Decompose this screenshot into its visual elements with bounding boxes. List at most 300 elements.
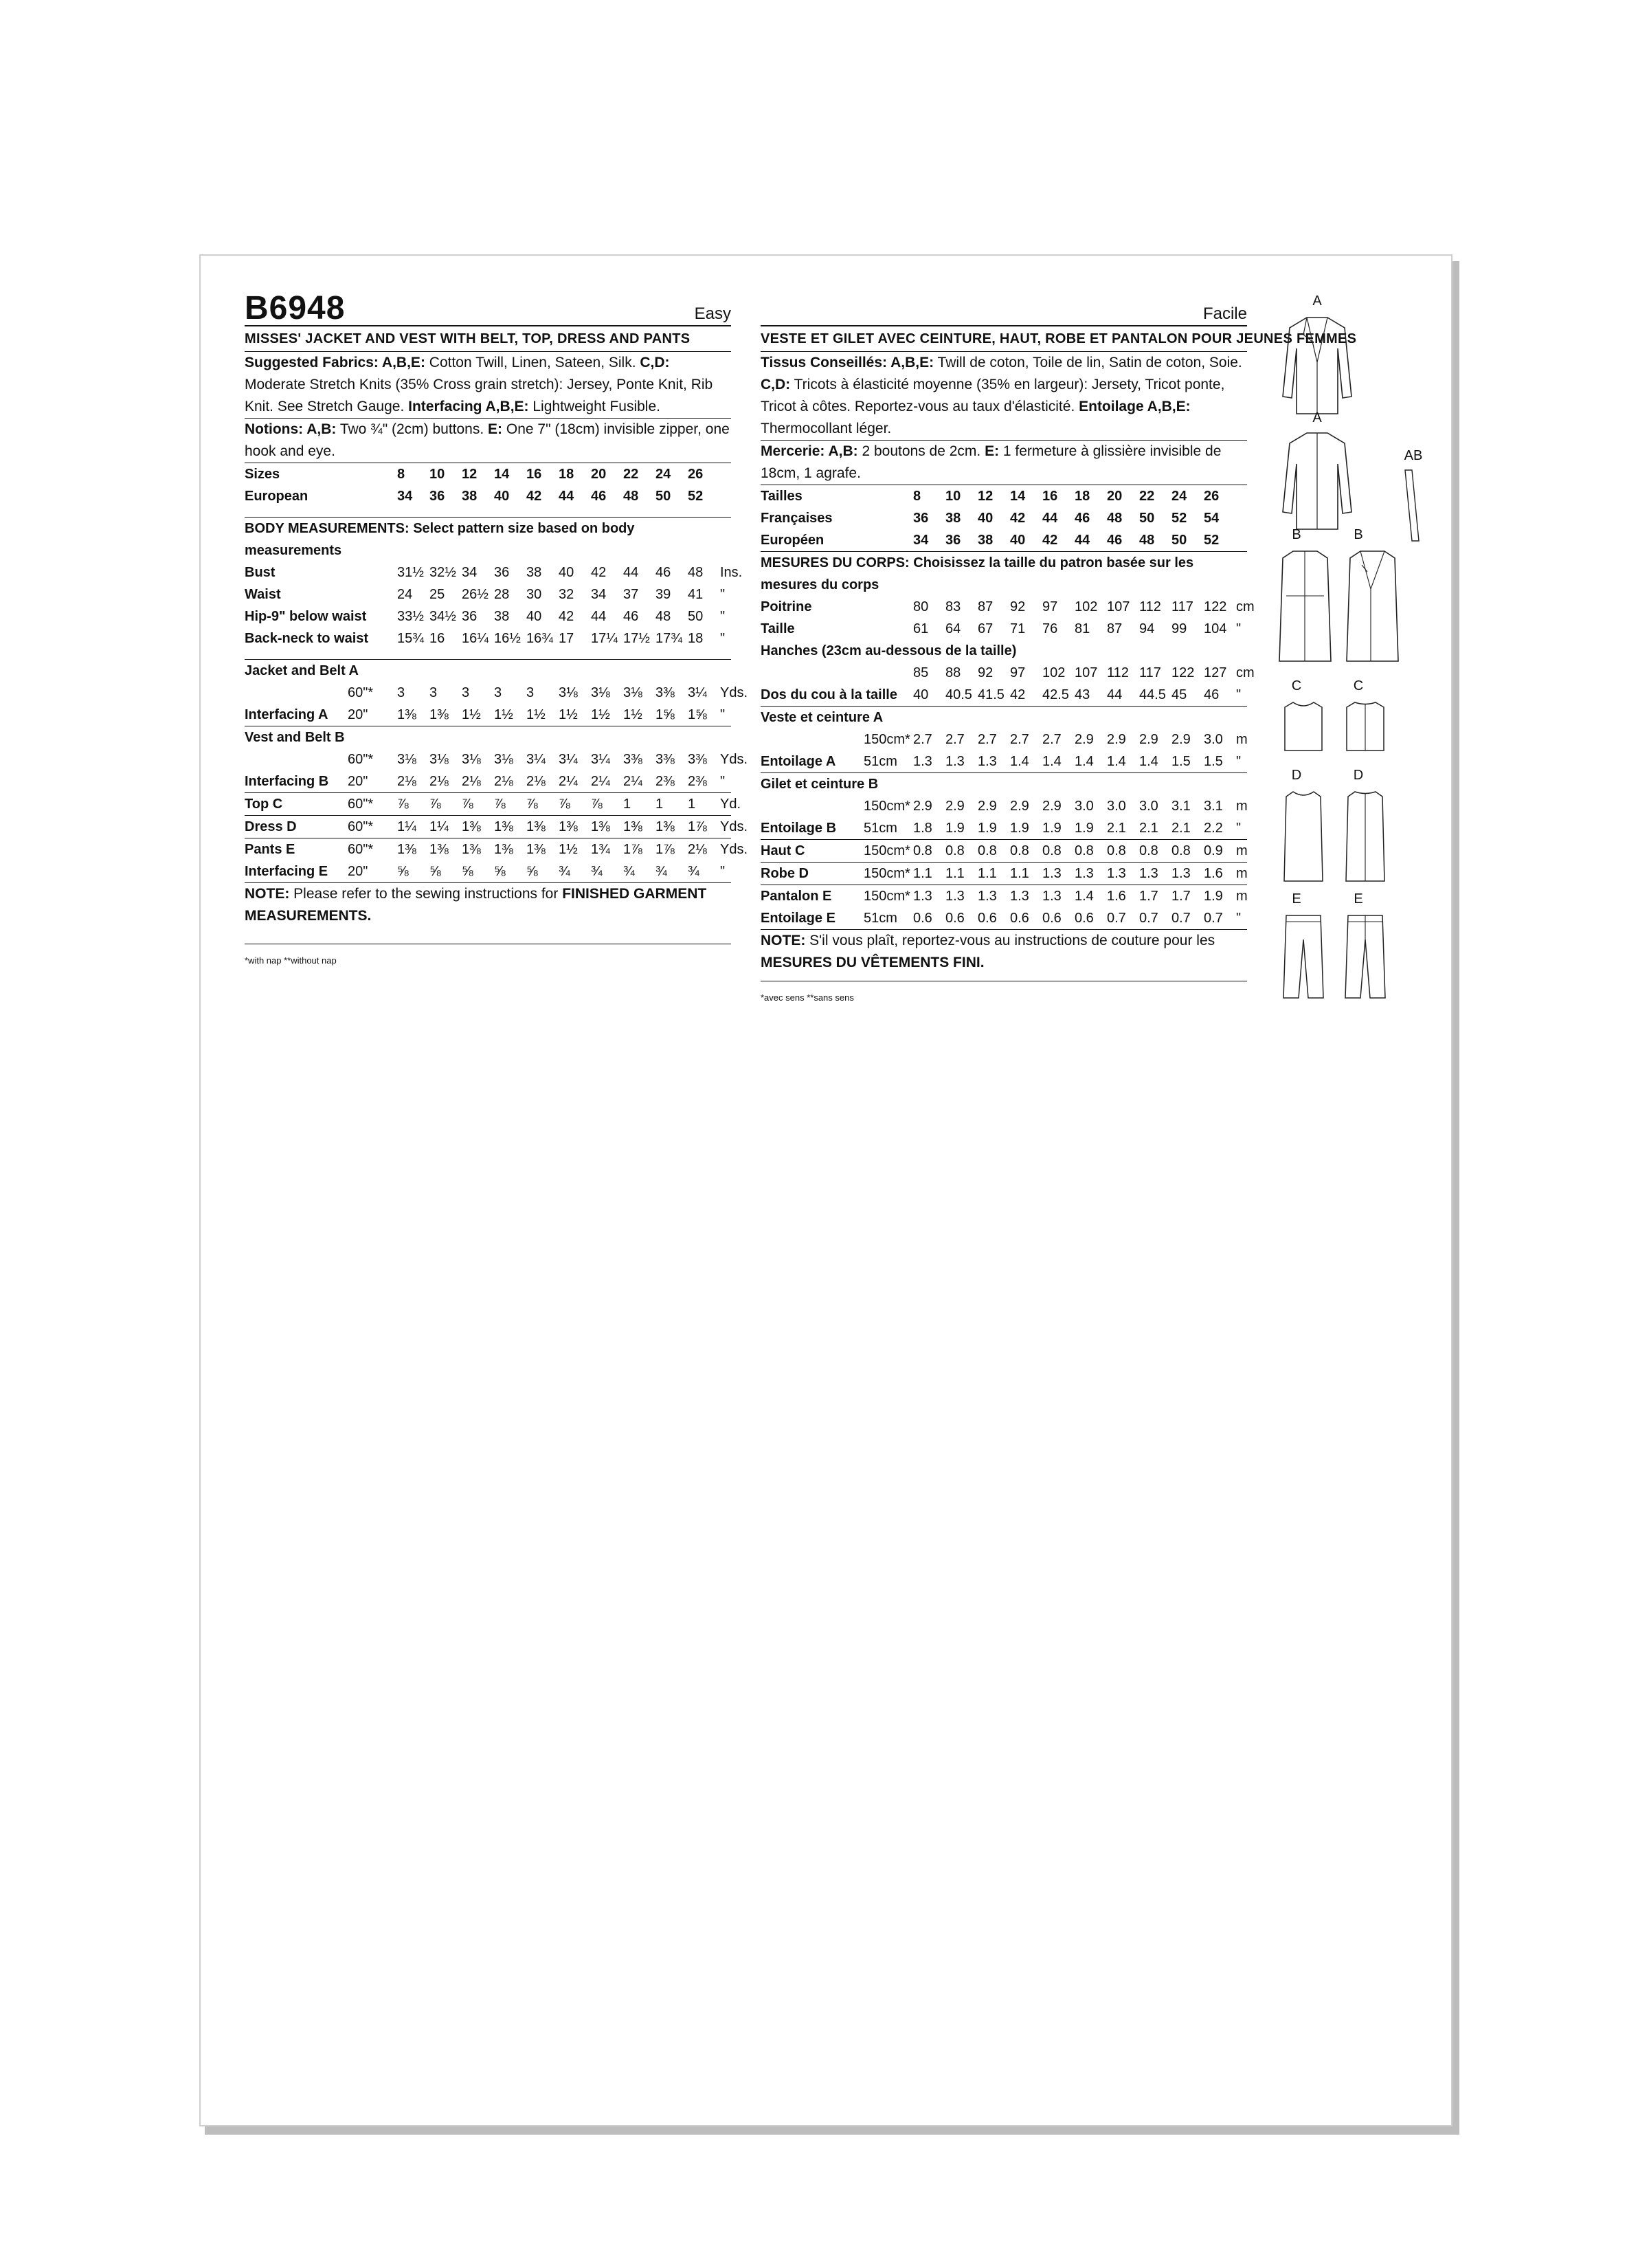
table-cell: 1.1 bbox=[913, 866, 932, 881]
table-cell: 34 bbox=[913, 533, 929, 548]
table-row bbox=[245, 748, 753, 770]
table-cell: 71 bbox=[1010, 621, 1026, 636]
table-cell: 3⅜ bbox=[655, 752, 675, 767]
table-cell: 16 bbox=[526, 467, 542, 482]
body-measurements-table bbox=[245, 562, 753, 649]
table-cell: 3⅜ bbox=[623, 752, 642, 767]
table-cell: ⅞ bbox=[397, 797, 409, 812]
yardage-table bbox=[245, 793, 753, 815]
table-cell: ⅝ bbox=[494, 864, 506, 879]
table-row bbox=[761, 596, 1269, 618]
table-cell: 1.4 bbox=[1139, 754, 1158, 769]
table-cell: 44 bbox=[1107, 687, 1123, 702]
table-cell: 122 bbox=[1171, 665, 1195, 680]
belt-icon bbox=[1402, 469, 1422, 544]
table-cell: " bbox=[720, 864, 726, 879]
yardage-table bbox=[761, 795, 1269, 839]
table-cell: 1.6 bbox=[1204, 866, 1223, 881]
table-cell: 16¾ bbox=[526, 631, 553, 646]
table-cell bbox=[864, 507, 913, 529]
table-cell: 42 bbox=[591, 565, 607, 580]
table-cell: 1.4 bbox=[1075, 889, 1094, 904]
table-cell: 18 bbox=[688, 631, 704, 646]
table-cell bbox=[1236, 529, 1269, 551]
table-cell: 38 bbox=[978, 533, 994, 548]
table-cell: 1⅝ bbox=[688, 707, 707, 722]
table-cell: 87 bbox=[978, 599, 994, 614]
table-row bbox=[245, 485, 753, 507]
table-cell: 1.3 bbox=[913, 889, 932, 904]
table-cell: 1½ bbox=[591, 707, 610, 722]
table-cell: " bbox=[1236, 754, 1242, 769]
table-cell: 1½ bbox=[559, 842, 578, 857]
table-cell: 1.4 bbox=[1042, 754, 1062, 769]
table-cell: " bbox=[720, 587, 726, 602]
table-cell: 2⅛ bbox=[462, 774, 481, 789]
row-label: Sizes bbox=[245, 467, 280, 482]
table-cell: 0.8 bbox=[1010, 843, 1029, 858]
table-cell: 60"* bbox=[348, 819, 374, 834]
footnote-fr: *avec sens **sans sens bbox=[761, 992, 854, 1003]
table-cell: 1⅞ bbox=[623, 842, 642, 857]
table-cell: 0.7 bbox=[1204, 911, 1223, 926]
table-cell: 1⅜ bbox=[526, 819, 546, 834]
table-cell: 1.9 bbox=[1042, 821, 1062, 836]
table-cell: 127 bbox=[1204, 665, 1227, 680]
body-measurements-table-fr bbox=[761, 596, 1269, 640]
table-cell: 16 bbox=[1042, 489, 1058, 504]
table-cell: 1⅜ bbox=[655, 819, 675, 834]
table-cell: 18 bbox=[1075, 489, 1090, 504]
table-cell: 3¼ bbox=[591, 752, 610, 767]
table-cell: 1½ bbox=[559, 707, 578, 722]
figure-label: D bbox=[1353, 768, 1364, 783]
pattern-title-fr: VESTE ET GILET AVEC CEINTURE, HAUT, ROBE ET PANTALON POUR JEUNES FEMMES bbox=[761, 331, 1357, 346]
table-cell: 17¼ bbox=[591, 631, 618, 646]
note-fr: NOTE: S'il vous plaît, reportez-vous au instructions de couture pour les MESURES DU VÊTEMENTS FINI. bbox=[761, 933, 1215, 970]
table-cell: Yds. bbox=[720, 685, 748, 700]
table-cell: 150cm* bbox=[864, 843, 910, 858]
table-row bbox=[245, 704, 753, 726]
table-cell: 40 bbox=[494, 489, 510, 504]
table-cell: 1.1 bbox=[1010, 866, 1029, 881]
table-cell: 34 bbox=[591, 587, 607, 602]
table-cell: 42 bbox=[559, 609, 574, 624]
table-cell: 3⅛ bbox=[397, 752, 416, 767]
table-cell: 36 bbox=[429, 489, 445, 504]
table-cell: m bbox=[1236, 799, 1248, 814]
table-cell: 3⅜ bbox=[688, 752, 707, 767]
table-cell: 41.5 bbox=[978, 687, 1005, 702]
table-cell: 8 bbox=[913, 489, 921, 504]
table-cell: 2.1 bbox=[1139, 821, 1158, 836]
table-cell: ¾ bbox=[591, 864, 603, 879]
table-cell: 2.9 bbox=[1010, 799, 1029, 814]
table-cell: m bbox=[1236, 732, 1248, 747]
table-cell: 1.3 bbox=[978, 754, 997, 769]
table-cell: ⅞ bbox=[429, 797, 441, 812]
table-cell: 0.6 bbox=[913, 911, 932, 926]
table-cell: 24 bbox=[397, 587, 413, 602]
table-cell: 1½ bbox=[623, 707, 642, 722]
table-cell: 117 bbox=[1139, 665, 1161, 680]
table-cell: 1⅜ bbox=[462, 842, 481, 857]
table-cell: 2¼ bbox=[559, 774, 578, 789]
table-cell: 46 bbox=[1075, 511, 1090, 526]
table-cell: 0.8 bbox=[1171, 843, 1191, 858]
table-cell: 48 bbox=[688, 565, 704, 580]
table-cell: 20" bbox=[348, 707, 368, 722]
table-cell: 38 bbox=[462, 489, 478, 504]
table-cell: 32 bbox=[559, 587, 574, 602]
table-cell: 1⅜ bbox=[397, 842, 416, 857]
table-row bbox=[761, 795, 1269, 817]
table-cell: 0.6 bbox=[1042, 911, 1062, 926]
table-cell: 1.1 bbox=[945, 866, 965, 881]
table-cell: 1.3 bbox=[1042, 866, 1062, 881]
table-cell: 76 bbox=[1042, 621, 1058, 636]
table-cell: 22 bbox=[1139, 489, 1155, 504]
row-label: Entoilage B bbox=[761, 821, 837, 836]
notions: Notions: A,B: Two ¾" (2cm) buttons. E: One 7" (18cm) invisible zipper, one hook and eye. bbox=[245, 421, 730, 459]
table-cell: 1⅜ bbox=[526, 842, 546, 857]
table-cell: 50 bbox=[655, 489, 671, 504]
row-label: Européen bbox=[761, 533, 824, 548]
table-cell: 44 bbox=[1075, 533, 1090, 548]
table-cell: 92 bbox=[1010, 599, 1026, 614]
body-measurements-title: BODY MEASUREMENTS: Select pattern size based on body measurements bbox=[245, 521, 635, 558]
row-label: Back-neck to waist bbox=[245, 631, 369, 646]
row-label bbox=[761, 662, 864, 684]
table-row bbox=[761, 507, 1269, 529]
table-cell: 2⅛ bbox=[494, 774, 513, 789]
table-cell: 1⅜ bbox=[462, 819, 481, 834]
table-cell: 14 bbox=[494, 467, 510, 482]
table-cell: 3⅛ bbox=[591, 685, 610, 700]
table-cell: Yds. bbox=[720, 819, 748, 834]
table-cell: 2⅛ bbox=[688, 842, 707, 857]
table-cell bbox=[864, 662, 913, 684]
table-cell: 52 bbox=[1171, 511, 1187, 526]
table-cell: 1½ bbox=[494, 707, 513, 722]
table-cell bbox=[1236, 507, 1269, 529]
table-cell: 3 bbox=[397, 685, 405, 700]
row-label: Dress D bbox=[245, 819, 297, 834]
table-cell: 3.0 bbox=[1139, 799, 1158, 814]
table-cell: 1.3 bbox=[1042, 889, 1062, 904]
table-cell: 1.9 bbox=[1075, 821, 1094, 836]
difficulty-level-fr: Facile bbox=[1202, 304, 1247, 323]
table-cell: 3.1 bbox=[1204, 799, 1223, 814]
figure-label: A bbox=[1312, 293, 1322, 309]
table-cell: 0.7 bbox=[1107, 911, 1126, 926]
table-cell: 1¾ bbox=[591, 842, 610, 857]
table-cell: 0.7 bbox=[1139, 911, 1158, 926]
table-cell: 17 bbox=[559, 631, 574, 646]
table-cell: 40 bbox=[559, 565, 574, 580]
table-cell: 2¼ bbox=[591, 774, 610, 789]
table-cell: 1.3 bbox=[945, 754, 965, 769]
table-cell: 112 bbox=[1107, 665, 1129, 680]
row-label: Poitrine bbox=[761, 599, 812, 614]
table-cell bbox=[348, 463, 397, 485]
table-row bbox=[761, 751, 1269, 772]
table-cell: ⅞ bbox=[462, 797, 473, 812]
note: NOTE: Please refer to the sewing instructions for FINISHED GARMENT MEASUREMENTS. bbox=[245, 886, 707, 924]
french-column bbox=[761, 293, 1357, 1009]
table-cell: 46 bbox=[655, 565, 671, 580]
table-cell: 51cm bbox=[864, 821, 897, 836]
table-row bbox=[761, 907, 1269, 929]
table-cell: 1½ bbox=[526, 707, 546, 722]
table-cell: 85 bbox=[913, 665, 929, 680]
table-cell: ⅞ bbox=[559, 797, 570, 812]
table-cell: 46 bbox=[591, 489, 607, 504]
table-cell: 3⅛ bbox=[429, 752, 449, 767]
table-cell: 20 bbox=[591, 467, 607, 482]
table-cell: 2.9 bbox=[1171, 732, 1191, 747]
body-measurements-title-fr: MESURES DU CORPS: Choisissez la taille du patron basée sur les mesures du corps bbox=[761, 555, 1194, 592]
yardage-view-title: Vest and Belt B bbox=[245, 730, 345, 745]
table-cell: ¾ bbox=[688, 864, 699, 879]
table-cell: 48 bbox=[623, 489, 639, 504]
table-cell: 40 bbox=[978, 511, 994, 526]
table-cell: 3.0 bbox=[1204, 732, 1223, 747]
table-cell: 3 bbox=[429, 685, 438, 700]
table-cell: 42.5 bbox=[1042, 687, 1069, 702]
yardage-table bbox=[245, 748, 753, 792]
table-cell: ⅞ bbox=[526, 797, 538, 812]
table-cell: 16 bbox=[429, 631, 445, 646]
table-cell: 40 bbox=[913, 687, 929, 702]
row-label: Interfacing B bbox=[245, 774, 329, 789]
row-label: Top C bbox=[245, 797, 283, 812]
table-cell: 61 bbox=[913, 621, 929, 636]
footnote: *with nap **without nap bbox=[245, 955, 337, 966]
table-cell: 0.6 bbox=[1010, 911, 1029, 926]
table-row bbox=[761, 662, 1269, 684]
table-cell: 99 bbox=[1171, 621, 1187, 636]
table-cell: 2⅜ bbox=[655, 774, 675, 789]
row-label: Waist bbox=[245, 587, 281, 602]
row-label: Pantalon E bbox=[761, 889, 832, 904]
table-cell: 1.4 bbox=[1010, 754, 1029, 769]
table-cell: 10 bbox=[429, 467, 445, 482]
table-cell: 17½ bbox=[623, 631, 650, 646]
table-cell: 3¼ bbox=[559, 752, 578, 767]
yardage-view-title: Gilet et ceinture B bbox=[761, 777, 879, 792]
table-cell: 12 bbox=[462, 467, 478, 482]
table-cell: 15¾ bbox=[397, 631, 424, 646]
table-cell: 117 bbox=[1171, 599, 1193, 614]
jacket-a-back-icon bbox=[1279, 430, 1355, 533]
table-cell: 1¼ bbox=[429, 819, 449, 834]
hips-label-fr: Hanches (23cm au-dessous de la taille) bbox=[761, 643, 1017, 658]
row-label bbox=[245, 748, 348, 770]
table-cell: 2.9 bbox=[945, 799, 965, 814]
row-label bbox=[245, 682, 348, 704]
table-cell: 42 bbox=[1042, 533, 1058, 548]
row-label: European bbox=[245, 489, 309, 504]
table-cell bbox=[720, 485, 753, 507]
table-cell: 107 bbox=[1075, 665, 1098, 680]
table-row bbox=[245, 463, 753, 485]
table-cell: 1.3 bbox=[1139, 866, 1158, 881]
difficulty-level: Easy bbox=[694, 304, 731, 323]
yardage-view-title: Veste et ceinture A bbox=[761, 710, 884, 725]
table-cell: 1⅜ bbox=[591, 819, 610, 834]
body-measurements-table-fr-2 bbox=[761, 662, 1269, 706]
pattern-envelope-back bbox=[199, 254, 1452, 2126]
table-cell: 3⅜ bbox=[655, 685, 675, 700]
table-cell: 3 bbox=[494, 685, 502, 700]
table-cell: 36 bbox=[913, 511, 929, 526]
table-cell: 28 bbox=[494, 587, 510, 602]
table-cell: 1⅞ bbox=[655, 842, 675, 857]
table-cell: 1.9 bbox=[1010, 821, 1029, 836]
table-row bbox=[761, 863, 1269, 885]
table-cell: 3⅛ bbox=[462, 752, 481, 767]
table-cell: 104 bbox=[1204, 621, 1227, 636]
table-cell: 1.8 bbox=[913, 821, 932, 836]
table-cell: 2⅜ bbox=[688, 774, 707, 789]
table-cell: 38 bbox=[945, 511, 961, 526]
table-cell: 2.1 bbox=[1171, 821, 1191, 836]
suggested-fabrics: Suggested Fabrics: A,B,E: Cotton Twill, Linen, Sateen, Silk. C,D: Moderate Stretch Knits (35% Cross grain stretch): Jersey, Ponte Knit, Rib Knit. See Stretch Gauge. Interfacing A,B,E: Lightweight Fusible. bbox=[245, 355, 713, 414]
table-cell: 60"* bbox=[348, 842, 374, 857]
header bbox=[245, 290, 731, 326]
table-cell bbox=[720, 463, 753, 485]
table-cell: 2.9 bbox=[1042, 799, 1062, 814]
table-cell: 150cm* bbox=[864, 866, 910, 881]
table-cell: 3.0 bbox=[1075, 799, 1094, 814]
table-cell: 83 bbox=[945, 599, 961, 614]
table-cell: 0.8 bbox=[945, 843, 965, 858]
table-cell bbox=[864, 596, 913, 618]
table-cell: 50 bbox=[1139, 511, 1155, 526]
table-row bbox=[761, 684, 1269, 706]
table-cell: 150cm* bbox=[864, 889, 910, 904]
table-cell: 44 bbox=[623, 565, 639, 580]
table-cell: 12 bbox=[978, 489, 994, 504]
table-row bbox=[761, 885, 1269, 907]
table-cell: 52 bbox=[688, 489, 704, 504]
sizes-table-fr bbox=[761, 485, 1269, 551]
table-cell: 44.5 bbox=[1139, 687, 1166, 702]
garment-line-drawings bbox=[1272, 293, 1444, 1063]
figure-label: AB bbox=[1404, 448, 1423, 463]
table-cell: 44 bbox=[1042, 511, 1058, 526]
table-cell: 94 bbox=[1139, 621, 1155, 636]
table-cell: 1⅜ bbox=[494, 842, 513, 857]
table-cell: 18 bbox=[559, 467, 574, 482]
table-cell: 60"* bbox=[348, 752, 374, 767]
table-cell bbox=[864, 485, 913, 507]
table-cell: 26½ bbox=[462, 587, 489, 602]
table-cell: 1⅜ bbox=[559, 819, 578, 834]
table-cell: 2.2 bbox=[1204, 821, 1223, 836]
table-cell: 22 bbox=[623, 467, 639, 482]
table-row bbox=[245, 627, 753, 649]
table-cell: 1 bbox=[688, 797, 696, 812]
figure-label: B bbox=[1354, 527, 1363, 542]
table-row bbox=[245, 860, 753, 882]
table-cell: Yds. bbox=[720, 752, 748, 767]
table-cell: 1⅞ bbox=[688, 819, 707, 834]
table-cell: 1⅜ bbox=[494, 819, 513, 834]
table-cell bbox=[1236, 485, 1269, 507]
table-row bbox=[761, 817, 1269, 839]
table-cell: 1.3 bbox=[978, 889, 997, 904]
table-cell: 2.9 bbox=[1107, 732, 1126, 747]
table-row bbox=[245, 562, 753, 583]
table-row bbox=[245, 770, 753, 792]
table-cell: 102 bbox=[1075, 599, 1098, 614]
table-cell: 2¼ bbox=[623, 774, 642, 789]
yardage-table bbox=[761, 885, 1269, 929]
table-cell: 3 bbox=[462, 685, 470, 700]
table-cell: 14 bbox=[1010, 489, 1026, 504]
table-cell: ⅝ bbox=[462, 864, 473, 879]
table-cell: 1.3 bbox=[1075, 866, 1094, 881]
table-cell: 1.3 bbox=[1171, 866, 1191, 881]
table-cell: 1.1 bbox=[978, 866, 997, 881]
table-cell: 2.9 bbox=[913, 799, 932, 814]
table-cell: 3⅛ bbox=[559, 685, 578, 700]
row-label: Françaises bbox=[761, 511, 833, 526]
table-cell: 97 bbox=[1010, 665, 1026, 680]
row-label: Dos du cou à la taille bbox=[761, 687, 897, 702]
table-cell: 81 bbox=[1075, 621, 1090, 636]
table-cell: 0.6 bbox=[978, 911, 997, 926]
table-cell: ¾ bbox=[623, 864, 635, 879]
table-cell: m bbox=[1236, 866, 1248, 881]
row-label bbox=[761, 729, 864, 751]
table-cell: 37 bbox=[623, 587, 639, 602]
table-cell: 43 bbox=[1075, 687, 1090, 702]
table-cell: 54 bbox=[1204, 511, 1220, 526]
table-cell: 3¼ bbox=[526, 752, 546, 767]
row-label: Taille bbox=[761, 621, 795, 636]
table-cell: 3⅛ bbox=[494, 752, 513, 767]
vest-b-front-icon bbox=[1340, 548, 1405, 665]
table-cell: 1.3 bbox=[913, 754, 932, 769]
table-cell: 33½ bbox=[397, 609, 424, 624]
table-cell: 42 bbox=[526, 489, 542, 504]
table-cell: 64 bbox=[945, 621, 961, 636]
yardage-table bbox=[761, 840, 1269, 862]
figure-label: C bbox=[1353, 678, 1364, 693]
dress-d-front-icon bbox=[1279, 788, 1327, 885]
table-cell: 0.8 bbox=[1075, 843, 1094, 858]
table-cell: 1⅝ bbox=[655, 707, 675, 722]
table-row bbox=[245, 793, 753, 815]
table-cell: 1 bbox=[655, 797, 664, 812]
table-cell: 0.6 bbox=[1075, 911, 1094, 926]
table-cell: 3¼ bbox=[688, 685, 707, 700]
table-row bbox=[761, 485, 1269, 507]
table-cell: " bbox=[720, 707, 726, 722]
table-cell: 1.9 bbox=[1204, 889, 1223, 904]
table-cell: 2⅛ bbox=[429, 774, 449, 789]
table-cell: 40 bbox=[1010, 533, 1026, 548]
table-cell: 44 bbox=[559, 489, 574, 504]
table-cell: 36 bbox=[494, 565, 510, 580]
table-cell: 46 bbox=[1107, 533, 1123, 548]
table-cell: 25 bbox=[429, 587, 445, 602]
sizes-table bbox=[245, 463, 753, 507]
table-row bbox=[245, 605, 753, 627]
